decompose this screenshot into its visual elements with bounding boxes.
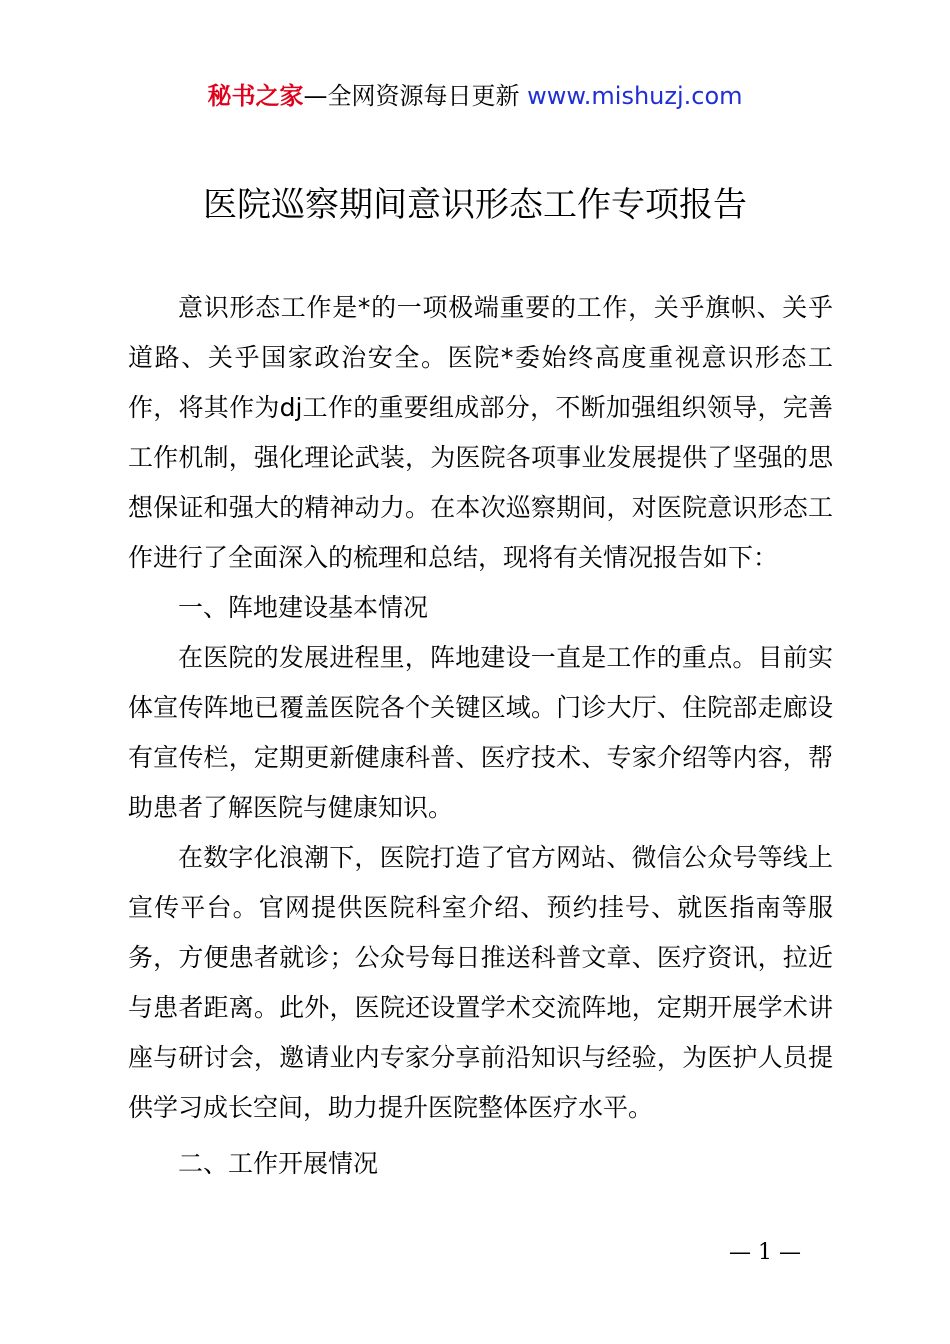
document-body (128, 283, 833, 1189)
site-tagline: —全网资源每日更新 (303, 82, 528, 110)
body-paragraph: 在数字化浪潮下，医院打造了官方网站、微信公众号等线上宣传平台。官网提供医院科室介绍、预约挂号、就医指南等服务，方便患者就诊；公众号每日推送科普文章、医疗资讯，拉近与患者距离。此外，医院还设置学术交流阵地，定期开展学术讲座与研讨会，邀请业内专家分享前沿知识与经验，为医护人员提供学习成长空间，助力提升医院整体医疗水平。 (128, 843, 833, 1122)
section-heading-2: 二、工作开展情况 (178, 1149, 379, 1178)
body-paragraph: 在医院的发展进程里，阵地建设一直是工作的重点。目前实体宣传阵地已覆盖医院各个关键区域。门诊大厅、住院部走廊设有宣传栏，定期更新健康科普、医疗技术、专家介绍等内容，帮助患者了解医院与健康知识。 (128, 643, 833, 822)
site-url-link[interactable]: www.mishuzj.com (527, 82, 743, 110)
section-heading-1: 一、阵地建设基本情况 (178, 593, 429, 622)
site-brand: 秘书之家 (207, 82, 304, 110)
page-number: — 1 — (729, 1240, 801, 1265)
document-title: 医院巡察期间意识形态工作专项报告 (203, 185, 747, 225)
intro-paragraph: 意识形态工作是*的一项极端重要的工作，关乎旗帜、关乎道路、关乎国家政治安全。医院*委始终高度重视意识形态工作，将其作为dj工作的重要组成部分，不断加强组织领导，完善工作机制，强化理论武装，为医院各项事业发展提供了坚强的思想保证和强大的精神动力。在本次巡察期间，对医院意识形态工作进行了全面深入的梳理和总结，现将有关情况报告如下： (128, 293, 833, 572)
site-header (0, 78, 950, 114)
